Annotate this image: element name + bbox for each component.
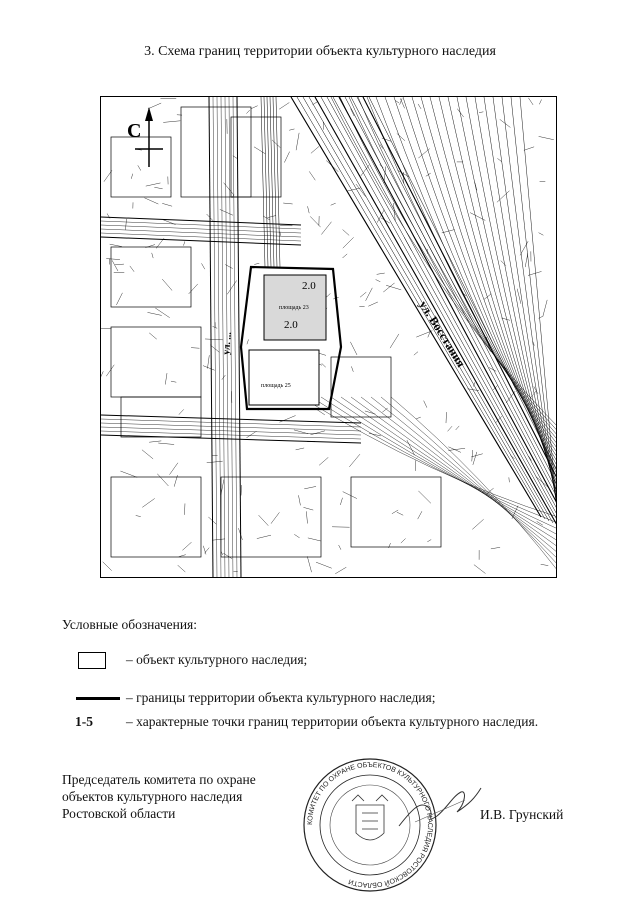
map-line xyxy=(471,454,483,457)
map-curve xyxy=(502,97,557,513)
map-line xyxy=(221,480,224,495)
map-line xyxy=(169,463,177,475)
map-curve xyxy=(391,397,557,571)
map-curve xyxy=(358,97,557,441)
map-block xyxy=(181,107,251,197)
map-line xyxy=(101,229,301,237)
map-line xyxy=(101,371,103,384)
map-line xyxy=(101,435,361,443)
site-plan-map xyxy=(100,96,557,578)
map-line xyxy=(343,492,357,499)
map-line xyxy=(246,431,256,437)
map-line xyxy=(165,373,167,384)
map-line xyxy=(457,109,463,117)
map-line xyxy=(349,454,360,467)
map-curve xyxy=(351,397,557,547)
map-line xyxy=(331,203,336,205)
map-line xyxy=(307,556,311,572)
plot-label-1: площадь 23 xyxy=(279,305,309,311)
map-block xyxy=(111,477,201,557)
map-line xyxy=(101,427,361,435)
map-line xyxy=(390,334,399,348)
map-line xyxy=(116,293,122,305)
map-line xyxy=(259,515,269,526)
legend-item-boundary xyxy=(62,688,602,708)
map-line xyxy=(474,565,486,574)
map-line xyxy=(448,448,465,450)
map-line xyxy=(416,417,421,419)
map-line xyxy=(418,491,430,503)
map-line xyxy=(343,230,350,236)
map-line xyxy=(376,280,381,282)
map-line xyxy=(115,264,124,265)
map-line xyxy=(191,348,199,349)
map-line xyxy=(101,217,301,225)
map-line xyxy=(222,375,226,380)
map-curve xyxy=(448,97,557,486)
map-line xyxy=(479,112,483,113)
map-line xyxy=(368,302,378,306)
map-line xyxy=(101,431,361,439)
map-line xyxy=(279,102,289,109)
map-line xyxy=(316,562,332,568)
handwritten-signature xyxy=(395,778,485,838)
point-code: 1-5 xyxy=(75,714,93,729)
map-line xyxy=(401,538,406,543)
map-curve xyxy=(457,97,557,490)
legend-item-points xyxy=(62,712,602,732)
map-line xyxy=(309,171,315,180)
map-line xyxy=(101,225,301,233)
map-line xyxy=(138,165,141,170)
map-line xyxy=(136,516,141,517)
signatory-position xyxy=(62,771,256,822)
map-line xyxy=(426,173,431,176)
map-line xyxy=(162,279,172,290)
map-line xyxy=(524,147,534,150)
map-line xyxy=(541,564,549,565)
map-line xyxy=(213,97,217,578)
map-line xyxy=(271,512,280,523)
height-label-2: 2.0 xyxy=(284,319,298,331)
map-line xyxy=(424,401,427,408)
map-line xyxy=(155,308,169,318)
map-curve xyxy=(331,97,557,427)
map-line xyxy=(360,292,366,297)
map-line xyxy=(246,110,249,114)
map-line xyxy=(351,366,353,371)
map-line xyxy=(212,539,225,540)
map-line xyxy=(446,412,447,423)
map-line xyxy=(130,266,134,272)
map-curve xyxy=(371,397,557,559)
map-line xyxy=(537,521,543,525)
map-line xyxy=(207,461,223,463)
map-line xyxy=(106,259,120,260)
map-line xyxy=(366,288,373,301)
map-line xyxy=(125,219,126,230)
legend-item-text: – объект культурного наследия; xyxy=(126,652,308,667)
position-line: объектов культурного наследия xyxy=(62,789,243,804)
map-line xyxy=(131,174,132,179)
map-line xyxy=(322,363,326,367)
map-block xyxy=(351,477,441,547)
map-block xyxy=(231,117,281,197)
map-line xyxy=(227,280,236,294)
map-line xyxy=(497,158,501,161)
signatory-name: И.В. Грунский xyxy=(480,807,564,822)
map-line xyxy=(539,99,541,104)
map-line xyxy=(313,101,318,104)
map-line xyxy=(335,567,346,574)
map-line xyxy=(319,457,328,465)
map-line xyxy=(543,300,547,317)
map-line xyxy=(418,511,422,519)
map-line xyxy=(491,547,500,549)
map-line xyxy=(528,271,542,275)
map-curve xyxy=(466,97,557,495)
map-line xyxy=(101,415,361,423)
coat-of-arms-icon xyxy=(352,795,388,840)
map-line xyxy=(179,555,186,557)
map-line xyxy=(472,450,473,461)
street-label-left: ул. ... xyxy=(221,331,234,356)
boundary-line-icon xyxy=(76,697,120,700)
map-line xyxy=(343,254,348,258)
map-line xyxy=(254,263,259,264)
map-line xyxy=(149,441,161,442)
building-plot xyxy=(249,350,319,405)
map-line xyxy=(103,562,112,571)
map-line xyxy=(470,213,485,221)
map-line xyxy=(321,222,331,235)
map-line xyxy=(382,408,387,412)
north-label: С xyxy=(127,120,142,142)
map-line xyxy=(448,426,452,431)
map-line xyxy=(106,365,114,376)
map-line xyxy=(178,565,186,572)
map-line xyxy=(149,333,157,339)
map-line xyxy=(456,426,460,430)
map-line xyxy=(203,366,215,371)
map-line xyxy=(144,198,158,204)
map-line xyxy=(303,507,313,510)
map-line xyxy=(101,233,301,241)
map-line xyxy=(416,331,432,337)
map-line xyxy=(397,512,403,515)
map-line xyxy=(351,108,355,116)
legend-item-object xyxy=(62,650,602,670)
map-line xyxy=(101,419,361,427)
map-block xyxy=(111,327,201,397)
map-line xyxy=(472,519,483,529)
map-line xyxy=(311,146,319,153)
map-line xyxy=(154,187,162,189)
map-line xyxy=(247,339,249,344)
map-curve xyxy=(394,97,557,459)
map-line xyxy=(343,237,354,248)
map-line xyxy=(142,450,153,459)
map-line xyxy=(308,206,310,213)
map-line xyxy=(377,273,385,274)
map-line xyxy=(179,409,184,414)
map-line xyxy=(473,452,477,465)
map-line xyxy=(529,456,532,460)
map-curve xyxy=(381,397,557,565)
map-line xyxy=(201,263,204,269)
map-line xyxy=(257,535,271,538)
map-line xyxy=(377,210,384,223)
map-line xyxy=(147,312,161,315)
map-line xyxy=(501,261,506,266)
map-line xyxy=(254,147,266,154)
map-line xyxy=(296,448,305,450)
map-line xyxy=(418,104,421,109)
map-line xyxy=(397,133,405,140)
map-line xyxy=(283,203,292,204)
map-line xyxy=(182,542,191,550)
map-line xyxy=(289,129,294,130)
map-line xyxy=(237,97,241,578)
map-line xyxy=(294,534,299,538)
map-line xyxy=(152,253,153,258)
map-line xyxy=(382,138,391,141)
map-line xyxy=(386,285,401,290)
map-line xyxy=(539,136,554,139)
map-line xyxy=(101,221,301,229)
map-line xyxy=(530,390,537,398)
seal-ring-text: КОМИТЕТ ПО ОХРАНЕ ОБЪЕКТОВ КУЛЬТУРНОГО НАСЛЕДИЯ РОСТОВСКОЙ ОБЛАСТИ xyxy=(306,761,434,889)
map-line xyxy=(339,545,341,550)
map-line xyxy=(380,165,383,168)
map-line xyxy=(120,471,137,477)
map-line xyxy=(539,316,543,318)
map-block xyxy=(221,477,321,557)
map-line xyxy=(171,381,176,382)
map-line xyxy=(157,474,168,486)
map-line xyxy=(414,352,418,355)
map-line xyxy=(384,167,386,184)
position-line: Ростовской области xyxy=(62,806,176,821)
map-line xyxy=(510,455,514,459)
map-line xyxy=(296,133,299,150)
map-block xyxy=(111,137,171,197)
map-line xyxy=(158,443,174,444)
legend-heading: Условные обозначения: xyxy=(62,617,198,632)
map-line xyxy=(475,182,477,191)
position-line: Председатель комитета по охране xyxy=(62,772,256,787)
map-line xyxy=(217,97,221,578)
map-line xyxy=(500,119,511,127)
map-line xyxy=(251,106,258,109)
map-line xyxy=(110,244,122,246)
map-line xyxy=(112,260,118,271)
map-line xyxy=(163,121,180,123)
map-line xyxy=(272,140,280,148)
street-label-vosstania: ул. Восстания xyxy=(416,298,469,370)
map-line xyxy=(224,183,234,195)
map-line xyxy=(189,284,198,294)
map-line xyxy=(146,183,161,186)
map-line xyxy=(310,431,324,435)
map-line xyxy=(306,511,307,523)
map-line xyxy=(308,538,321,541)
map-block xyxy=(111,247,191,307)
legend-item-text: – границы территории объекта культурного наследия; xyxy=(126,690,436,705)
map-line xyxy=(284,152,289,163)
map-line xyxy=(539,233,544,236)
map-block xyxy=(331,357,391,417)
map-line xyxy=(340,498,342,505)
map-line xyxy=(207,355,209,368)
map-line xyxy=(101,237,301,245)
map-line xyxy=(142,498,154,507)
object-box-icon xyxy=(78,652,106,669)
map-line xyxy=(209,97,213,578)
map-line xyxy=(233,97,237,578)
page-title: 3. Схема границ территории объекта культурного наследия xyxy=(144,44,496,59)
map-line xyxy=(427,540,431,542)
map-line xyxy=(350,342,357,355)
map-line xyxy=(528,98,533,105)
map-line xyxy=(241,485,242,495)
map-line xyxy=(268,216,276,218)
map-line xyxy=(148,103,161,109)
map-line xyxy=(162,203,172,206)
map-line xyxy=(392,510,398,514)
legend-item-text: – характерные точки границ территории объекта культурного наследия. xyxy=(126,714,539,729)
map-line xyxy=(280,232,281,236)
map-line xyxy=(509,477,510,482)
map-line xyxy=(525,254,528,268)
map-line xyxy=(347,188,361,191)
plot-label-2: площадь 25 xyxy=(261,383,291,389)
map-line xyxy=(326,161,338,172)
map-line xyxy=(184,503,185,514)
map-line xyxy=(183,241,184,245)
map-line xyxy=(304,486,316,488)
map-curve xyxy=(367,97,557,445)
map-line xyxy=(298,495,300,505)
map-line xyxy=(101,423,361,431)
height-label-1: 2.0 xyxy=(302,280,316,292)
map-line xyxy=(205,339,223,340)
map-curve xyxy=(341,397,557,541)
